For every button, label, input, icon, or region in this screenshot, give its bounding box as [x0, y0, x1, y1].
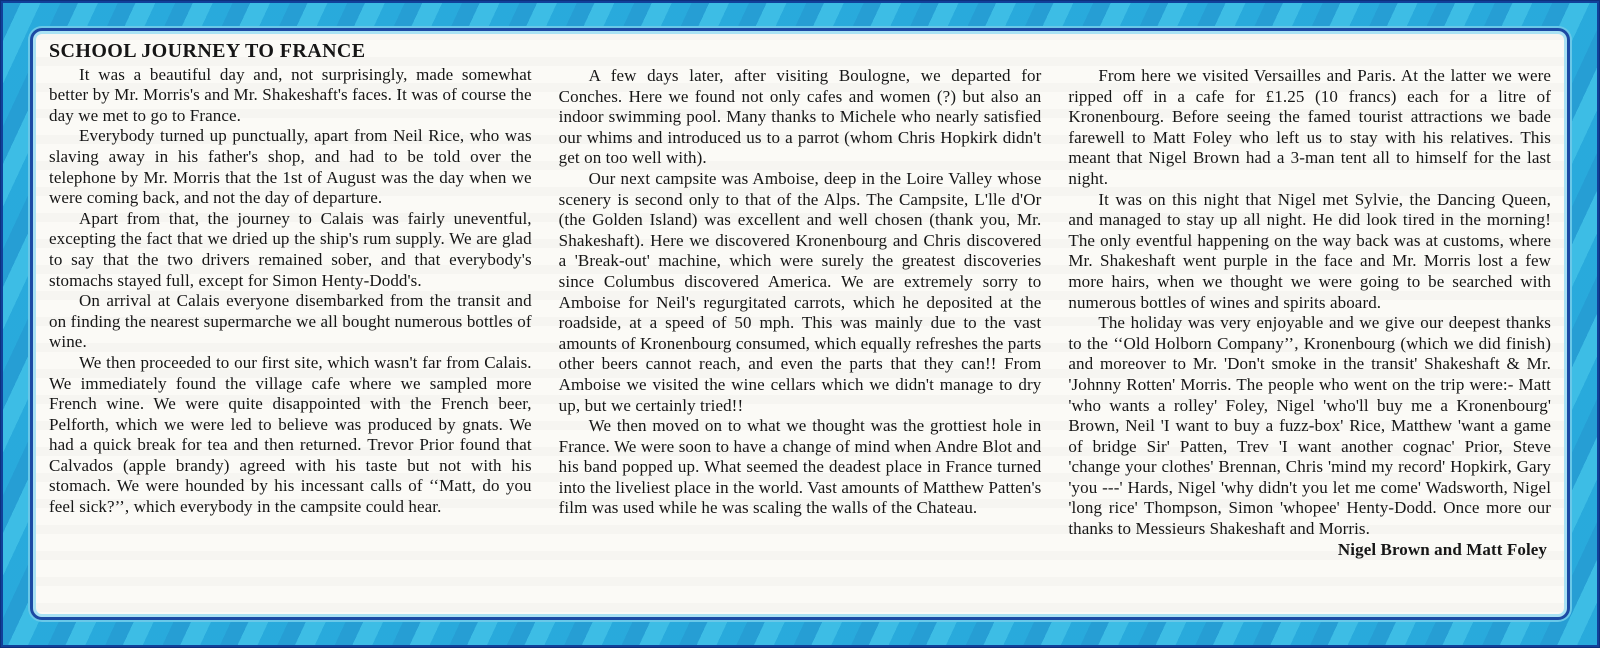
paragraph: A few days later, after visiting Boulogne, we departed for Conches. Here we found not only cafes and women (?) but also an indoor swimming pool. Many thanks to Michele who nearly satisfied our whims and introduced us to a parrot (whom Chris Hopkirk didn't get on too well with). [558, 66, 1042, 168]
paragraph: It was a beautiful day and, not surprisingly, made somewhat better by Mr. Morris's and Mr. Shakeshaft's faces. It was of course the day we met to go to France. [49, 64, 532, 125]
paragraph: We then moved on to what we thought was the grottiest hole in France. We were soon to have a change of mind when Andre Blot and his band popped up. What seemed the deadest place in France turned into the liveliest place in the world. Vast amounts of Matthew Patten's film was used while he was scaling the walls of the Chateau. [558, 416, 1042, 518]
paragraph: Our next campsite was Amboise, deep in the Loire Valley whose scenery is second only to that of the Alps. The Campsite, L'lle d'Or (the Golden Island) was excellent and well chosen (thank you, Mr. Shakeshaft). Here we discovered Kronenbourg and Chris discovered a 'Break-out' machine, which were surely the greatest discoveries since Columbus discovered America. We are extremely sorry to Amboise for Neil's regurgitated carrots, which he deposited at the roadside, at a speed of 50 mph. This was mainly due to the vast amounts of Kronenbourg consumed, which equally refreshes the parts other beers cannot reach, and even the parts that they can!! From Amboise we visited the wine cellars which we didn't manage to dry up, but we certainly tried!! [558, 168, 1042, 415]
paragraph: From here we visited Versailles and Paris. At the latter we were ripped off in a cafe for £1.25 (10 francs) each for a litre of Kronenbourg. Before seeing the famed tourist attractions we bade farewell to Matt Foley who left us to stay with his relatives. This meant that Nigel Brown had a 3-man tent all to himself for the last night. [1068, 66, 1552, 188]
paragraph: It was on this night that Nigel met Sylvie, the Dancing Queen, and managed to stay up all night. He did look tired in the morning! The only eventful happening on the way back was at customs, where Mr. Shakeshaft went purple in the face and Mr. Morris lost a few more hairs, when we thought we were going to be searched with numerous bottles of wines and spirits aboard. [1068, 189, 1552, 312]
paragraph: The holiday was very enjoyable and we give our deepest thanks to the ‘‘Old Holborn Company’’, Kronenbourg (which we did finish) and moreover to Mr. 'Don't smoke in the transit' Shakeshaft & Mr. 'Johnny Rotten' Morris. The people who went on the trip were:- Matt 'who wants a rolley' Foley, Nigel 'who'll buy me a Kronenbourg' Brown, Neil 'I want to buy a fuzz-box' Rice, Matthew 'want a game of bridge Sir' Patten, Trev 'I want another cognac' Prior, Steve 'change your clothes' Brennan, Chris 'mind my record' Hopkirk, Gary 'you ---' Hards, Nigel 'why didn't you let me come' Wadsworth, Nigel 'long rice' Thompson, Simon 'whopee' Henty-Dodd. Once more our thanks to Messieurs Shakeshaft and Morris. [1068, 313, 1552, 539]
article-page [30, 28, 1570, 620]
article-column-2 [559, 41, 1042, 611]
paragraph: We then proceeded to our first site, which wasn't far from Calais. We immediately found the village cafe where we sampled more French wine. We were quite disappointed with the French beer, Pelforth, which we were led to believe was produced by gnats. We had a quick break for tea and then returned. Trevor Prior found that Calvados (apple brandy) agreed with his taste but not with his stomach. We were hounded by his incessant calls of ‘‘Matt, do you feel sick?’’, which everybody in the campsite could hear. [49, 352, 532, 517]
article-columns [49, 41, 1551, 611]
paragraph: On arrival at Calais everyone disembarked from the transit and on finding the nearest supermarche we all bought numerous bottles of wine. [49, 291, 532, 352]
article-column-3 [1068, 41, 1551, 611]
paragraph: Everybody turned up punctually, apart from Neil Rice, who was slaving away in his father's shop, and had to be told over the telephone by Mr. Morris that the 1st of August was the day when we were coming back, and not the day of departure. [49, 126, 532, 208]
article-column-1 [49, 41, 532, 611]
article-title: SCHOOL JOURNEY TO FRANCE [49, 40, 366, 62]
byline: Nigel Brown and Matt Foley [1337, 539, 1548, 559]
paragraph: Apart from that, the journey to Calais was fairly uneventful, excepting the fact that we dried up the ship's rum supply. We are glad to say that the two drivers remained sober, and that everybody's stomachs stayed full, except for Simon Henty-Dodd's. [49, 208, 532, 290]
